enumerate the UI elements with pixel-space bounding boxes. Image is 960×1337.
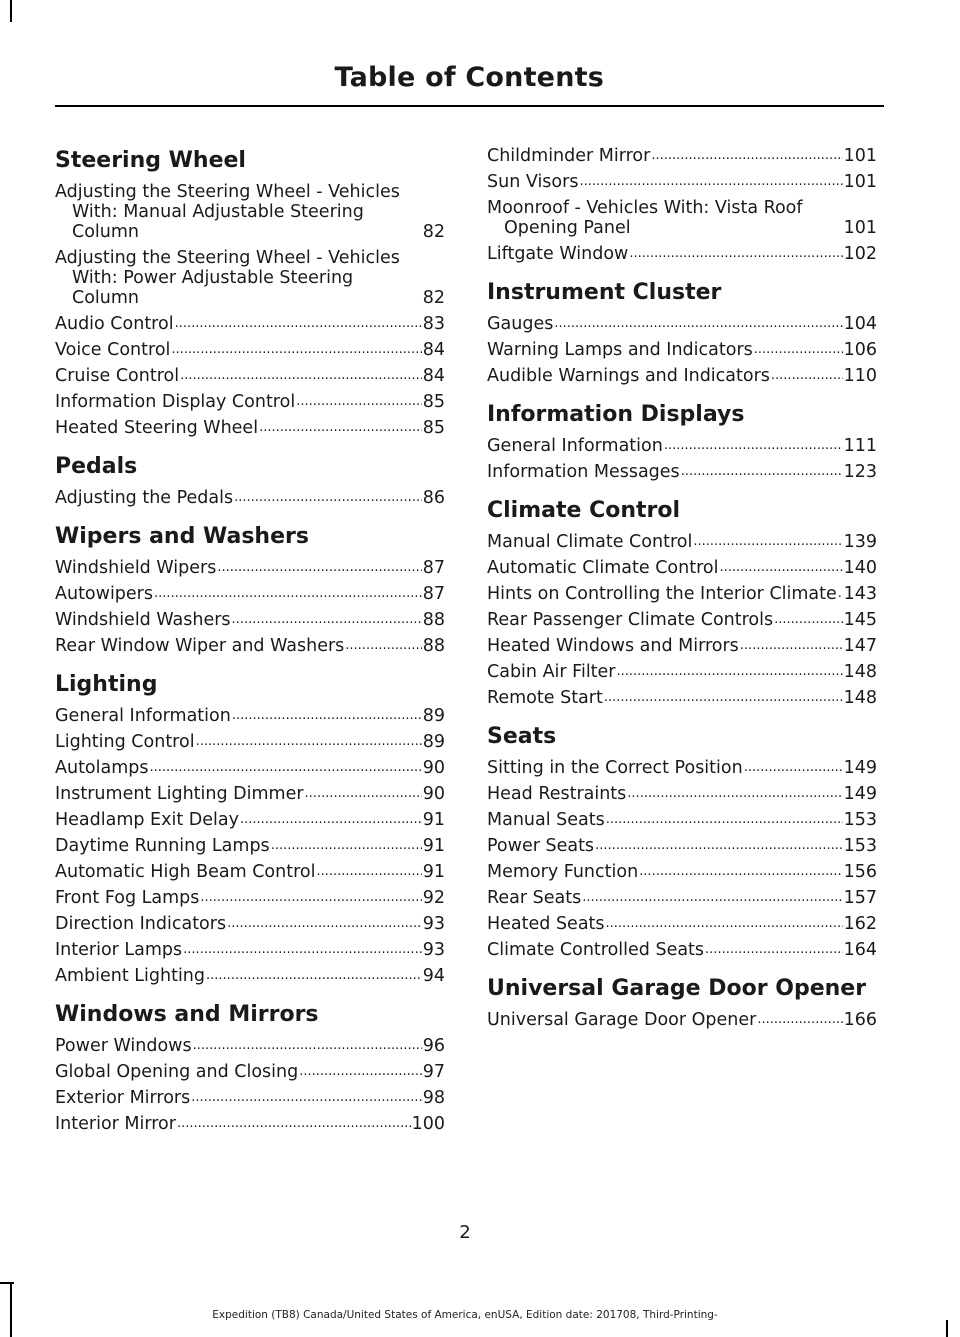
section-heading: Seats <box>487 724 557 749</box>
dot-leader <box>582 888 842 908</box>
dot-leader <box>232 706 422 726</box>
dot-leader <box>595 836 843 856</box>
toc-entry[interactable] <box>487 810 877 830</box>
toc-entry-page: 91 <box>422 810 445 830</box>
toc-entry-page: 90 <box>422 784 445 804</box>
toc-entry[interactable] <box>487 172 877 192</box>
toc-entry-page: 92 <box>422 888 445 908</box>
toc-entry-page: 85 <box>422 418 445 438</box>
toc-entry-title: Climate Controlled Seats <box>487 940 705 960</box>
toc-entry-page: 82 <box>422 288 445 308</box>
section-heading: Windows and Mirrors <box>55 1002 319 1027</box>
toc-entry-page: 84 <box>422 340 445 360</box>
dot-leader <box>154 584 422 604</box>
toc-entry-page: 91 <box>422 836 445 856</box>
toc-entry-page: 86 <box>422 488 445 508</box>
toc-entry[interactable] <box>487 758 877 778</box>
toc-entry[interactable] <box>55 314 445 334</box>
section-heading: Universal Garage Door Opener <box>487 976 867 1001</box>
toc-entry-page: 111 <box>843 436 877 456</box>
toc-entry[interactable] <box>487 314 877 334</box>
title-rule <box>55 105 884 107</box>
toc-entry-title: Moonroof - Vehicles With: Vista Roof Opening Panel <box>487 198 803 238</box>
section-heading: Pedals <box>55 454 138 479</box>
toc-entry-title: Head Restraints <box>487 784 627 804</box>
toc-entry[interactable] <box>487 940 877 960</box>
dot-leader <box>227 914 422 934</box>
dot-leader <box>740 636 843 656</box>
toc-entry[interactable] <box>55 966 445 986</box>
toc-section <box>487 496 877 708</box>
toc-entry-page: 149 <box>843 758 877 778</box>
toc-entry-page: 140 <box>843 558 877 578</box>
section-heading: Wipers and Washers <box>55 524 309 549</box>
toc-entry-title: General Information <box>55 706 231 726</box>
dot-leader <box>193 1036 422 1056</box>
crop-mark-top-left <box>10 0 12 22</box>
toc-entry-title: General Information <box>487 436 663 456</box>
toc-entry[interactable] <box>55 784 445 804</box>
dot-leader <box>240 810 422 830</box>
dot-leader <box>604 688 843 708</box>
toc-entry[interactable] <box>487 784 877 804</box>
dot-leader <box>651 146 842 166</box>
toc-entry[interactable] <box>55 914 445 934</box>
toc-entry[interactable] <box>55 732 445 752</box>
toc-entry-title: Global Opening and Closing <box>55 1062 299 1082</box>
dot-leader <box>299 1062 422 1082</box>
toc-entry-title: Adjusting the Steering Wheel - Vehicles With: Manual Adjustable Steering Column <box>55 182 400 242</box>
toc-entry-title: Audible Warnings and Indicators <box>487 366 770 386</box>
toc-entry-page: 110 <box>843 366 877 386</box>
toc-entry[interactable] <box>487 836 877 856</box>
toc-section <box>487 146 877 264</box>
dot-leader <box>206 966 422 986</box>
dot-leader <box>316 862 421 882</box>
dot-leader <box>606 914 843 934</box>
section-heading: Information Displays <box>487 402 745 427</box>
section-heading: Climate Control <box>487 498 681 523</box>
dot-leader <box>754 340 843 360</box>
toc-section <box>55 670 445 986</box>
toc-entry-page: 166 <box>843 1010 877 1030</box>
toc-entry-page: 91 <box>422 862 445 882</box>
toc-entry-page: 164 <box>843 940 877 960</box>
toc-entry[interactable] <box>487 146 877 166</box>
toc-entry-page: 85 <box>422 392 445 412</box>
dot-leader <box>196 732 422 752</box>
toc-entry-title: Ambient Lighting <box>55 966 206 986</box>
toc-entry-title: Gauges <box>487 314 554 334</box>
toc-entry[interactable] <box>487 1010 877 1030</box>
toc-entry-title: Heated Windows and Mirrors <box>487 636 739 656</box>
toc-entry-page: 88 <box>422 610 445 630</box>
toc-entry-title: Sitting in the Correct Position <box>487 758 743 778</box>
section-heading: Instrument Cluster <box>487 280 722 305</box>
toc-entry-page: 153 <box>843 810 877 830</box>
dot-leader <box>629 244 842 264</box>
toc-entry-title: Interior Lamps <box>55 940 183 960</box>
toc-left-column <box>55 146 445 1148</box>
toc-entry-title: Rear Seats <box>487 888 582 908</box>
toc-entry-title: Automatic Climate Control <box>487 558 719 578</box>
toc-entry-title: Lighting Control <box>55 732 195 752</box>
toc-entry-page: 101 <box>843 146 877 166</box>
dot-leader <box>693 532 842 552</box>
toc-entry[interactable] <box>55 1036 445 1056</box>
toc-entry-page: 156 <box>843 862 877 882</box>
page-footer: Expedition (TB8) Canada/United States of America, enUSA, Edition date: 201708, Third-Printing- <box>212 1309 718 1321</box>
toc-entry-page: 104 <box>843 314 877 334</box>
toc-entry[interactable] <box>487 436 877 456</box>
toc-entry[interactable] <box>55 584 445 604</box>
toc-section <box>487 278 877 386</box>
toc-entry-page: 87 <box>422 584 445 604</box>
dot-leader <box>271 836 422 856</box>
dot-leader <box>681 462 843 482</box>
dot-leader <box>171 340 421 360</box>
toc-entry-page: 143 <box>843 584 877 604</box>
toc-entry[interactable] <box>55 248 445 308</box>
dot-leader <box>639 862 842 882</box>
crop-mark-bottom-left-h <box>0 1282 14 1284</box>
toc-entry[interactable] <box>487 584 877 604</box>
toc-entry-title: Liftgate Window <box>487 244 629 264</box>
toc-entry[interactable] <box>55 636 445 656</box>
toc-right-column <box>487 146 877 1044</box>
crop-mark-bottom-right <box>946 1320 948 1337</box>
toc-entry[interactable] <box>55 836 445 856</box>
dot-leader <box>183 940 422 960</box>
toc-entry-page: 162 <box>843 914 877 934</box>
dot-leader <box>259 418 422 438</box>
toc-entry-title: Voice Control <box>55 340 171 360</box>
toc-entry-title: Front Fog Lamps <box>55 888 200 908</box>
toc-entry-title: Childminder Mirror <box>487 146 651 166</box>
toc-entry-page: 139 <box>843 532 877 552</box>
toc-entry-page: 147 <box>843 636 877 656</box>
dot-leader <box>175 314 422 334</box>
toc-entry-page: 98 <box>422 1088 445 1108</box>
toc-entry-page: 88 <box>422 636 445 656</box>
toc-entry-page: 157 <box>843 888 877 908</box>
toc-entry-page: 153 <box>843 836 877 856</box>
dot-leader <box>774 610 842 630</box>
toc-entry-title: Autowipers <box>55 584 153 604</box>
toc-entry-title: Adjusting the Steering Wheel - Vehicles With: Power Adjustable Steering Column <box>55 248 400 308</box>
dot-leader <box>705 940 843 960</box>
dot-leader <box>617 662 843 682</box>
toc-entry-title: Universal Garage Door Opener <box>487 1010 757 1030</box>
toc-entry[interactable] <box>55 340 445 360</box>
toc-entry[interactable] <box>487 244 877 264</box>
toc-entry-page: 148 <box>843 688 877 708</box>
toc-entry-page: 97 <box>422 1062 445 1082</box>
toc-section <box>55 1000 445 1134</box>
dot-leader <box>554 314 842 334</box>
toc-section <box>55 522 445 656</box>
dot-leader <box>191 1088 421 1108</box>
toc-entry-page: 82 <box>422 222 445 242</box>
dot-leader <box>217 558 421 578</box>
page-title: Table of Contents <box>334 62 604 93</box>
toc-entry-title: Windshield Washers <box>55 610 231 630</box>
toc-entry-title: Daytime Running Lamps <box>55 836 270 856</box>
dot-leader <box>771 366 843 386</box>
toc-entry-title: Power Seats <box>487 836 595 856</box>
dot-leader <box>606 810 843 830</box>
toc-section <box>487 400 877 482</box>
toc-entry-page: 123 <box>843 462 877 482</box>
section-heading: Lighting <box>55 672 158 697</box>
dot-leader <box>200 888 421 908</box>
toc-entry-page: 89 <box>422 732 445 752</box>
dot-leader <box>627 784 842 804</box>
toc-entry-page: 83 <box>422 314 445 334</box>
toc-entry[interactable] <box>55 610 445 630</box>
toc-entry-title: Autolamps <box>55 758 149 778</box>
toc-entry-page: 93 <box>422 914 445 934</box>
toc-entry-page: 106 <box>843 340 877 360</box>
dot-leader <box>177 1114 411 1134</box>
toc-entry[interactable] <box>487 610 877 630</box>
toc-entry-title: Headlamp Exit Delay <box>55 810 239 830</box>
toc-entry-title: Automatic High Beam Control <box>55 862 316 882</box>
toc-entry[interactable] <box>55 366 445 386</box>
toc-entry[interactable] <box>487 662 877 682</box>
toc-entry-title: Exterior Mirrors <box>55 1088 191 1108</box>
dot-leader <box>744 758 843 778</box>
toc-entry[interactable] <box>55 940 445 960</box>
toc-entry-title: Manual Seats <box>487 810 605 830</box>
toc-entry-title: Rear Window Wiper and Washers <box>55 636 345 656</box>
toc-entry-page: 149 <box>843 784 877 804</box>
toc-entry[interactable] <box>487 914 877 934</box>
toc-entry-page: 101 <box>843 172 877 192</box>
toc-entry-title: Audio Control <box>55 314 174 334</box>
toc-entry-title: Cruise Control <box>55 366 180 386</box>
toc-entry-title: Interior Mirror <box>55 1114 176 1134</box>
toc-entry[interactable] <box>55 558 445 578</box>
toc-entry-title: Instrument Lighting Dimmer <box>55 784 304 804</box>
toc-entry-page: 96 <box>422 1036 445 1056</box>
toc-entry-title: Information Display Control <box>55 392 296 412</box>
toc-entry-page: 93 <box>422 940 445 960</box>
toc-entry-page: 90 <box>422 758 445 778</box>
toc-entry[interactable] <box>55 706 445 726</box>
toc-entry-page: 84 <box>422 366 445 386</box>
toc-entry-title: Windshield Wipers <box>55 558 217 578</box>
toc-entry-title: Hints on Controlling the Interior Climate <box>487 584 837 604</box>
toc-entry-title: Memory Function <box>487 862 639 882</box>
toc-section <box>55 452 445 508</box>
toc-section <box>487 722 877 960</box>
toc-entry[interactable] <box>55 182 445 242</box>
toc-entry[interactable] <box>55 392 445 412</box>
toc-entry-title: Warning Lamps and Indicators <box>487 340 753 360</box>
toc-entry[interactable] <box>55 488 445 508</box>
toc-entry[interactable] <box>487 532 877 552</box>
page-number: 2 <box>459 1222 471 1243</box>
dot-leader <box>719 558 842 578</box>
toc-entry-title: Information Messages <box>487 462 680 482</box>
toc-entry[interactable] <box>55 810 445 830</box>
toc-entry-title: Power Windows <box>55 1036 192 1056</box>
dot-leader <box>180 366 422 386</box>
toc-entry-page: 87 <box>422 558 445 578</box>
toc-entry[interactable] <box>55 1062 445 1082</box>
toc-entry-page: 145 <box>843 610 877 630</box>
toc-entry[interactable] <box>487 636 877 656</box>
toc-entry[interactable] <box>55 1088 445 1108</box>
toc-entry[interactable] <box>55 758 445 778</box>
toc-entry[interactable] <box>487 340 877 360</box>
toc-entry-title: Manual Climate Control <box>487 532 693 552</box>
toc-entry-page: 148 <box>843 662 877 682</box>
toc-entry[interactable] <box>487 366 877 386</box>
dot-leader <box>296 392 422 412</box>
toc-section <box>55 146 445 438</box>
toc-entry[interactable] <box>487 888 877 908</box>
section-heading: Steering Wheel <box>55 148 246 173</box>
toc-entry-title: Rear Passenger Climate Controls <box>487 610 774 630</box>
dot-leader <box>150 758 422 778</box>
dot-leader <box>838 584 843 604</box>
dot-leader <box>305 784 422 804</box>
toc-entry[interactable] <box>55 862 445 882</box>
toc-entry-page: 89 <box>422 706 445 726</box>
toc-entry-title: Heated Steering Wheel <box>55 418 259 438</box>
dot-leader <box>579 172 842 192</box>
toc-entry-title: Remote Start <box>487 688 603 708</box>
toc-entry[interactable] <box>487 862 877 882</box>
toc-entry[interactable] <box>487 558 877 578</box>
toc-entry-title: Sun Visors <box>487 172 579 192</box>
toc-entry-page: 94 <box>422 966 445 986</box>
dot-leader <box>664 436 843 456</box>
toc-entry[interactable] <box>487 198 877 238</box>
dot-leader <box>234 488 422 508</box>
dot-leader <box>345 636 421 656</box>
toc-entry[interactable] <box>487 462 877 482</box>
toc-entry-title: Direction Indicators <box>55 914 227 934</box>
toc-entry[interactable] <box>55 1114 445 1134</box>
dot-leader <box>232 610 422 630</box>
toc-entry-page: 102 <box>843 244 877 264</box>
toc-entry-title: Cabin Air Filter <box>487 662 616 682</box>
toc-entry[interactable] <box>55 418 445 438</box>
toc-entry[interactable] <box>487 688 877 708</box>
dot-leader <box>757 1010 842 1030</box>
toc-entry-title: Heated Seats <box>487 914 605 934</box>
toc-entry-page: 100 <box>411 1114 445 1134</box>
toc-section <box>487 974 877 1030</box>
toc-entry-title: Adjusting the Pedals <box>55 488 234 508</box>
toc-entry[interactable] <box>55 888 445 908</box>
toc-entry-page: 101 <box>843 218 877 238</box>
